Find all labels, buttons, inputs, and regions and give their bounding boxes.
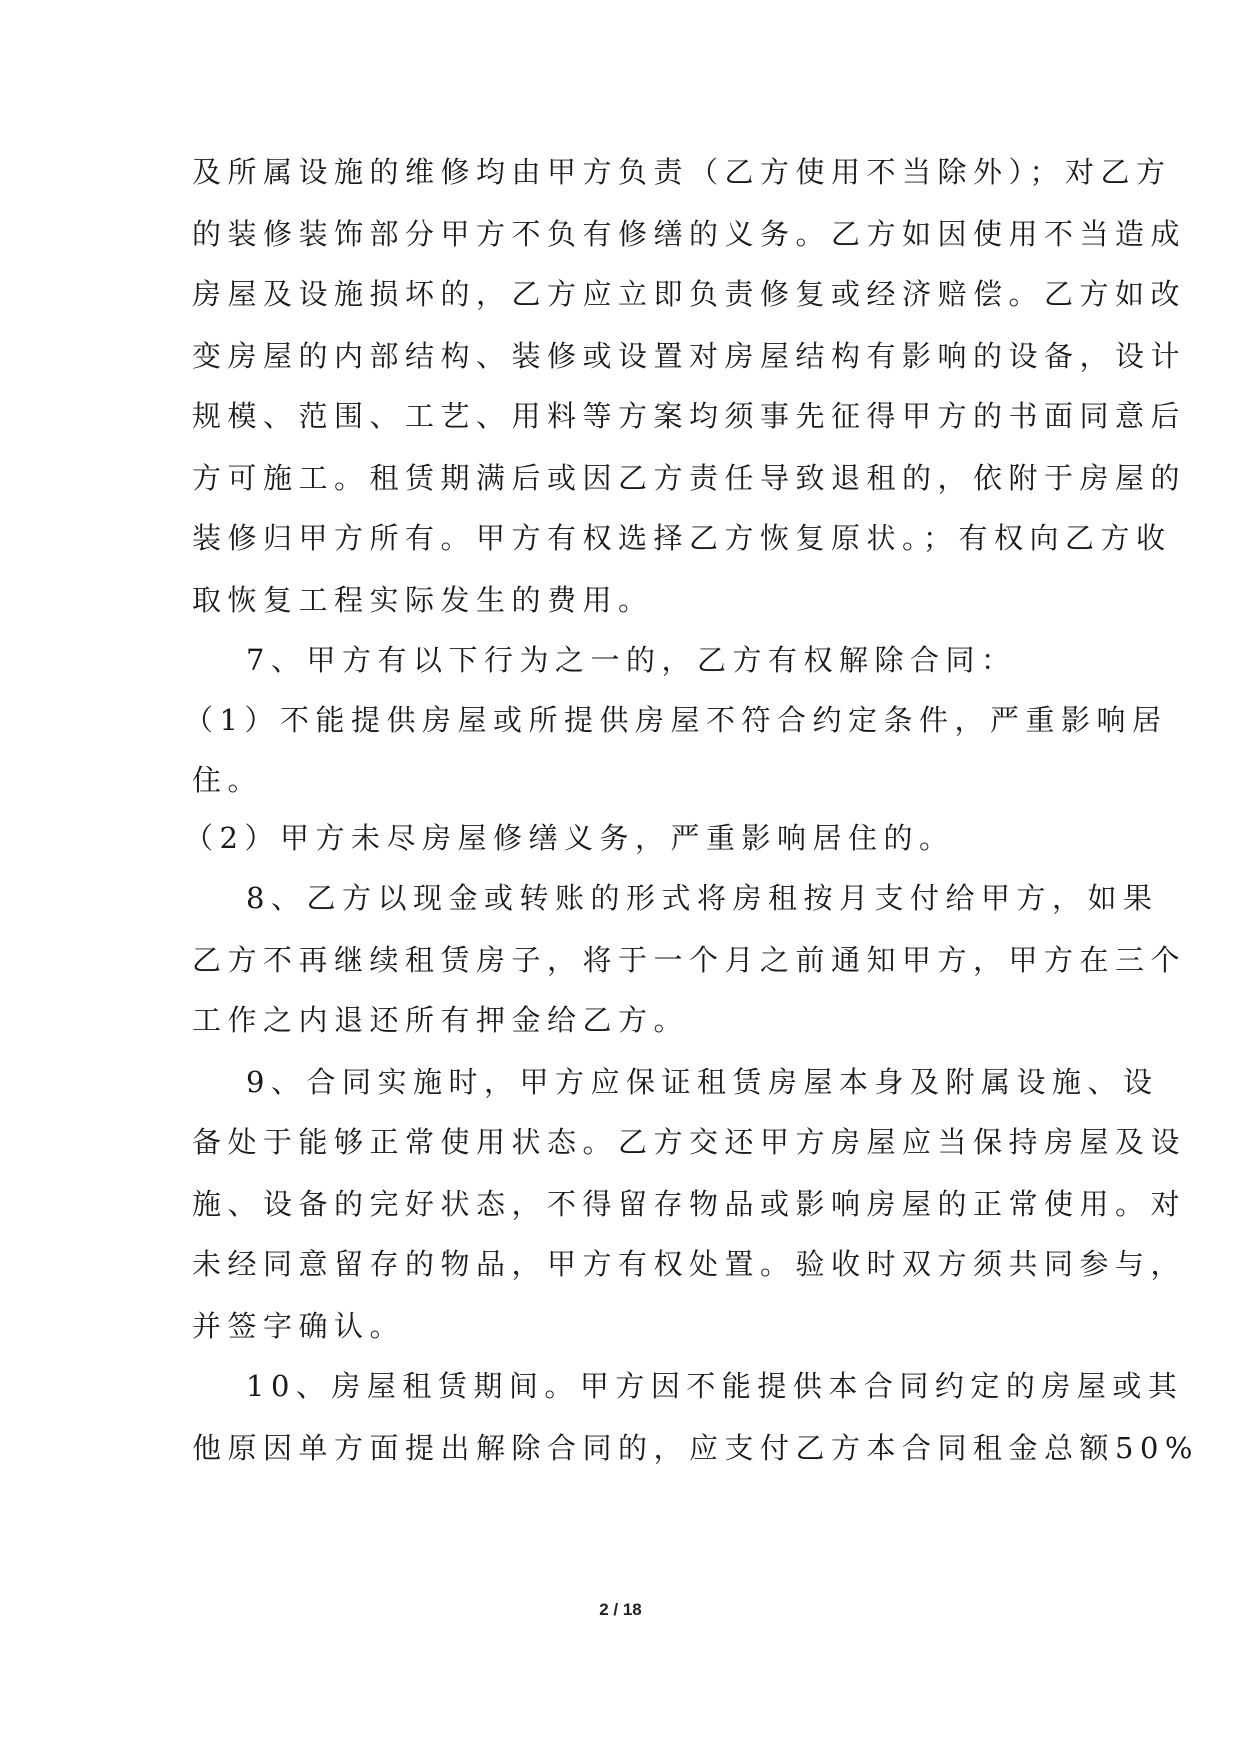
body-text-line: 规模、范围、工艺、用料等方案均须事先征得甲方的书面同意后	[192, 399, 1187, 433]
body-text-line: 他原因单方面提出解除合同的，应支付乙方本合同租金总额50%	[192, 1431, 1199, 1465]
body-text-line: 乙方不再继续租赁房子，将于一个月之前通知甲方，甲方在三个	[192, 943, 1187, 977]
body-text-line: 并签字确认。	[192, 1309, 406, 1343]
body-text-line: 取恢复工程实际发生的费用。	[192, 583, 654, 617]
clause-heading: 9、合同实施时，甲方应保证租赁房屋本身及附属设施、设	[246, 1065, 1159, 1099]
clause-heading: 8、乙方以现金或转账的形式将房租按月支付给甲方，如果	[246, 881, 1159, 915]
body-text-line: 房屋及设施损坏的，乙方应立即负责修复或经济赔偿。乙方如改	[192, 277, 1187, 311]
body-text-line: 备处于能够正常使用状态。乙方交还甲方房屋应当保持房屋及设	[192, 1125, 1187, 1159]
body-text-line: 的装修装饰部分甲方不负有修缮的义务。乙方如因使用不当造成	[192, 217, 1187, 251]
body-text-line: 及所属设施的维修均由甲方负责（乙方使用不当除外）；对乙方	[192, 155, 1172, 189]
body-text-line: 变房屋的内部结构、装修或设置对房屋结构有影响的设备，设计	[192, 339, 1187, 373]
body-text-line: 装修归甲方所有。甲方有权选择乙方恢复原状。；有权向乙方收	[192, 521, 1172, 555]
clause-heading: 10、房屋租赁期间。甲方因不能提供本合同约定的房屋或其	[246, 1369, 1184, 1403]
page-number: 2 / 18	[599, 1600, 642, 1619]
clause-item: （2）甲方未尽房屋修缮义务，严重影响居住的。	[184, 821, 955, 855]
body-text-line: 未经同意留存的物品，甲方有权处置。验收时双方须共同参与，	[192, 1247, 1187, 1281]
body-text-line: 方可施工。租赁期满后或因乙方责任导致退租的，依附于房屋的	[192, 461, 1187, 495]
body-text-line: 住。	[192, 763, 264, 797]
body-text-line: 工作之内退还所有押金给乙方。	[192, 1003, 690, 1037]
body-text-line: 施、设备的完好状态，不得留存物品或影响房屋的正常使用。对	[192, 1187, 1187, 1221]
clause-heading: 7、甲方有以下行为之一的，乙方有权解除合同：	[246, 643, 1017, 677]
clause-item: （1）不能提供房屋或所提供房屋不符合约定条件，严重影响居	[184, 703, 1168, 737]
